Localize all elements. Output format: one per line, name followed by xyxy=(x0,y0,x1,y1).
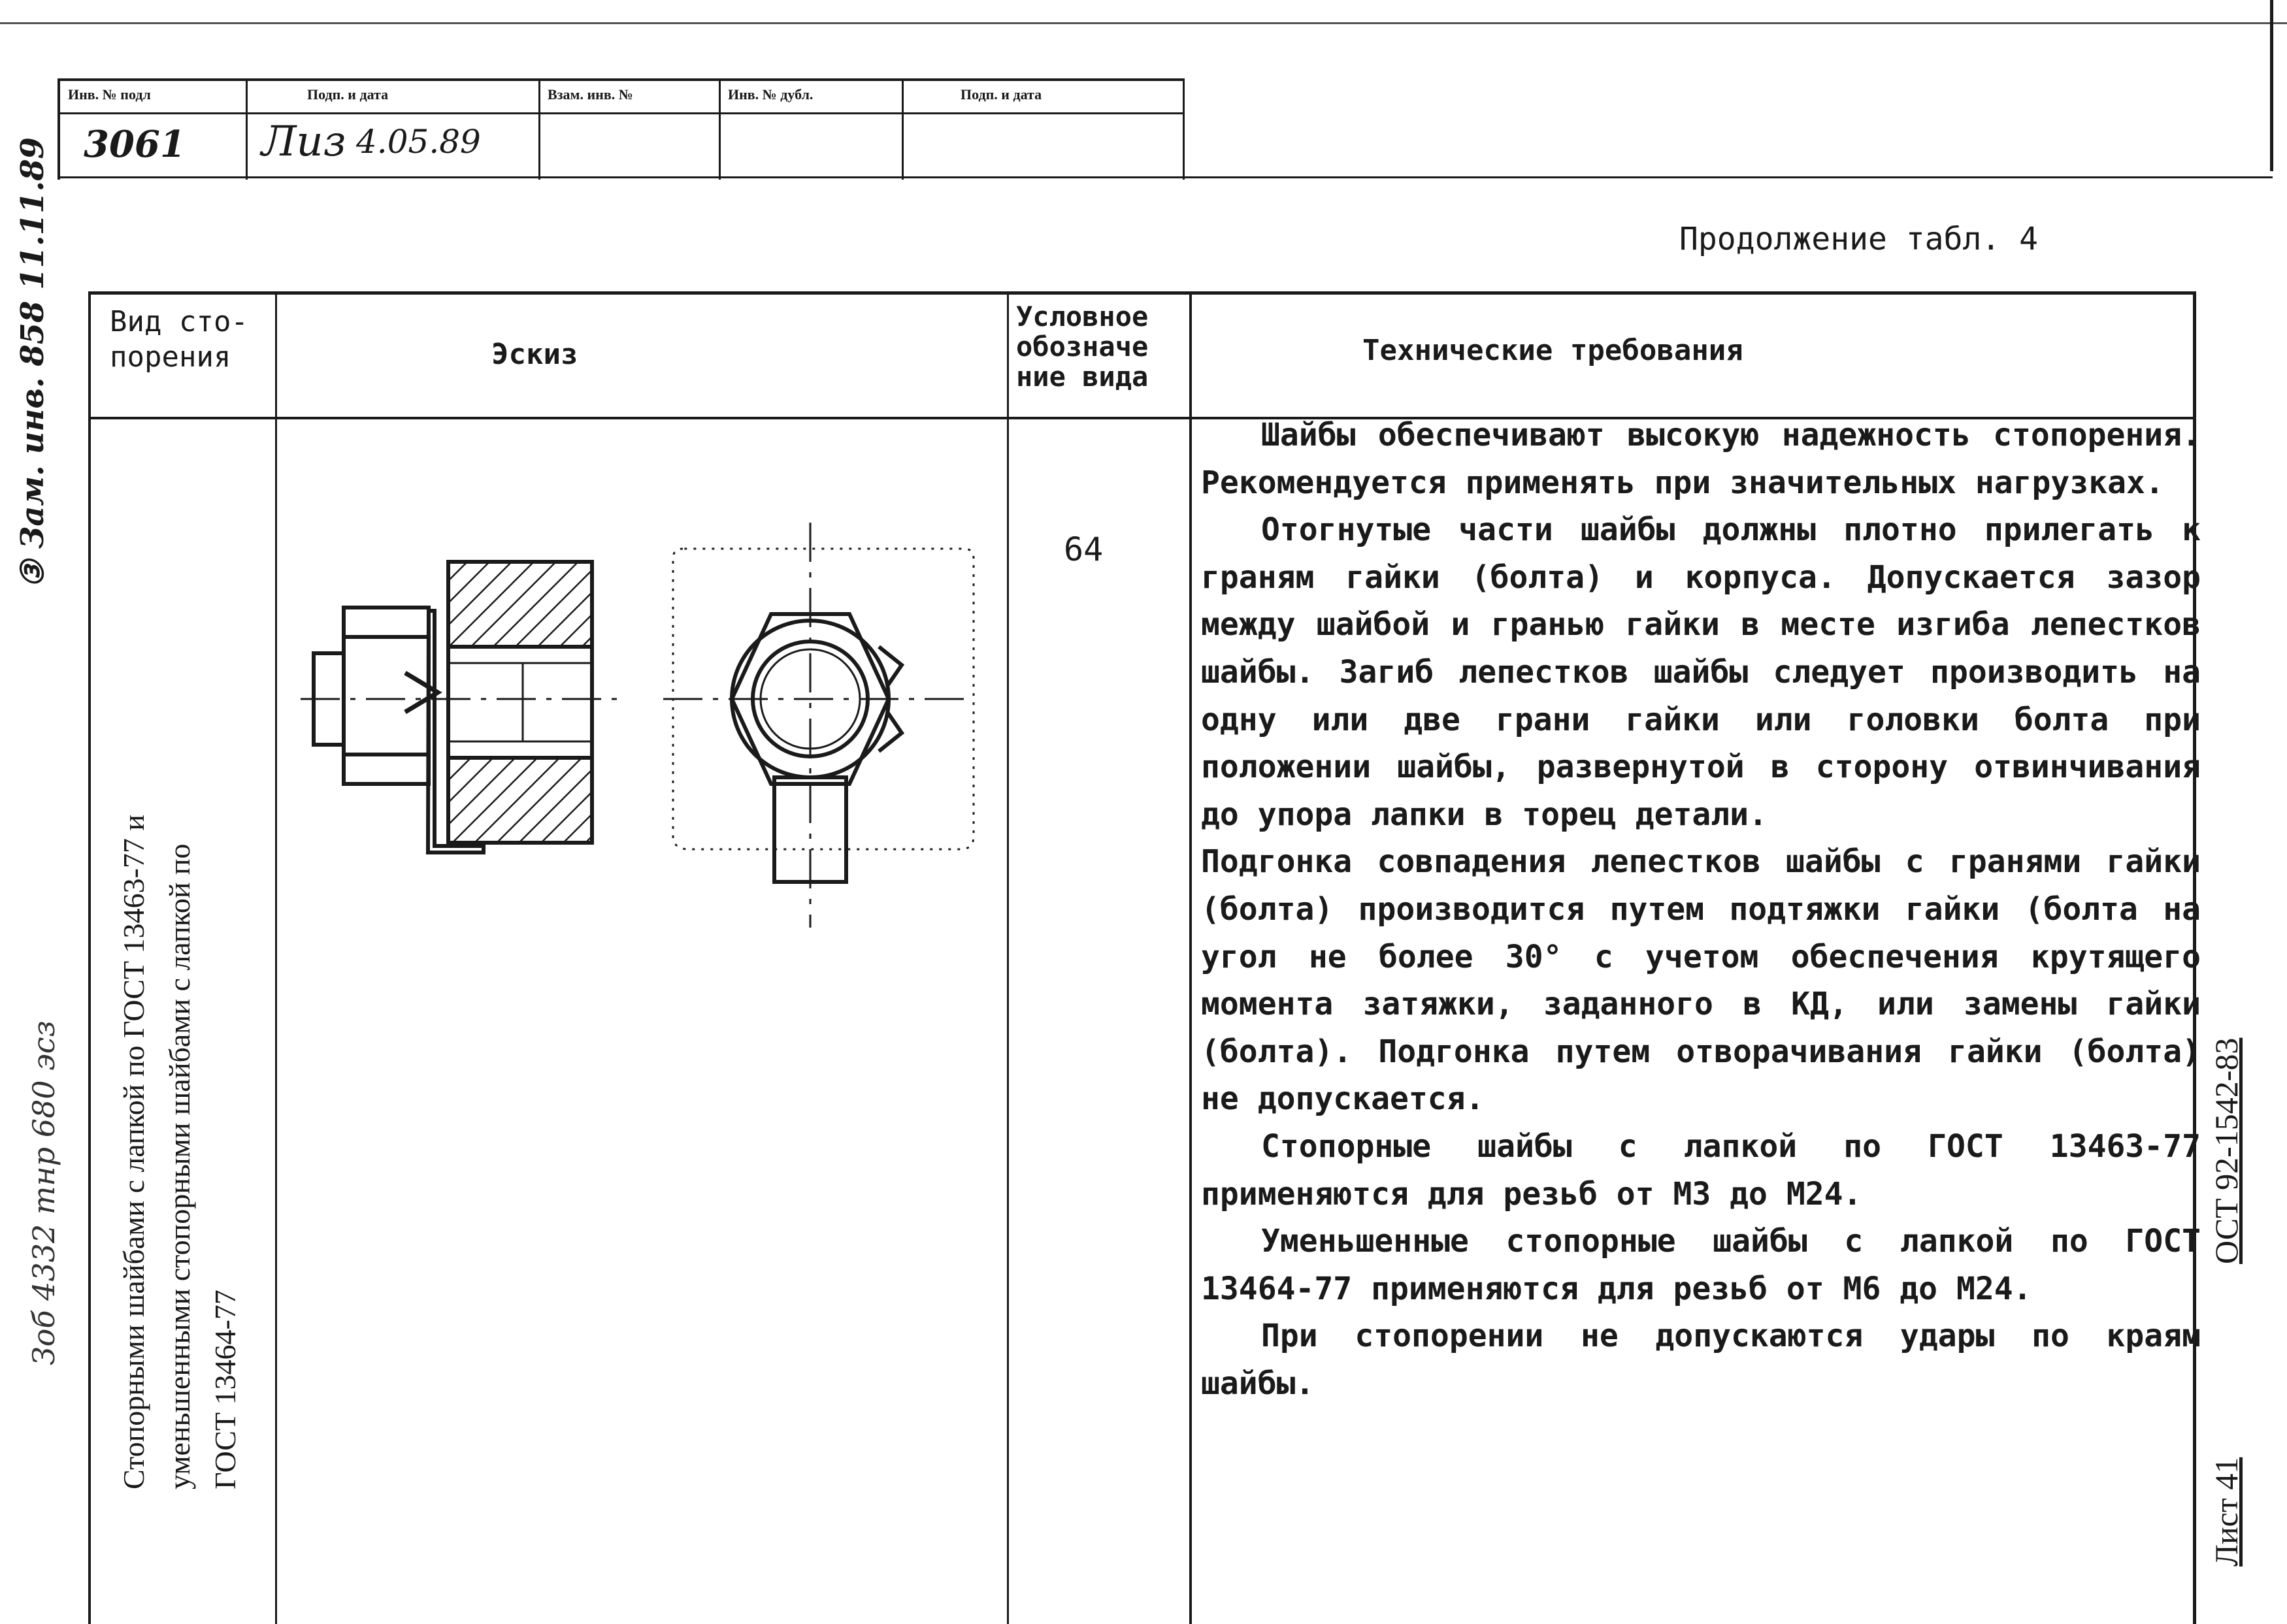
margin-registration-note: Зоб 4332 тнр 680 эсз xyxy=(26,1020,61,1365)
requirement-paragraph: Стопорные шайбы с лапкой по ГОСТ 13463-77 применяются для резьб от М3 до М24. xyxy=(1201,1128,2201,1212)
header-stopping-type: Вид сто- порения xyxy=(110,305,248,374)
sketch-drawing xyxy=(288,496,1006,967)
technical-requirements-text xyxy=(1201,412,2201,1407)
stamp-header-replaced-inv: Взам. инв. № xyxy=(548,86,633,103)
section-view xyxy=(301,562,627,853)
stamp-signature: Лиз xyxy=(261,118,346,166)
right-border-line xyxy=(2270,0,2273,171)
requirement-paragraph: Уменьшенные стопорные шайбы с лапкой по ГОСТ 13464-77 применяются для резьб от М6 до М24. xyxy=(1201,1223,2201,1307)
requirement-paragraph: Подгонка совпадения лепестков шайбы с гранями гайки (болта) производится путем подтяжки гайки (болта на угол не более 30° с учетом обеспечения крутящего момента затяжки, заданного в КД, или замены гайки (болта). Подгонка путем отворачивания гайки (болта) не допускается. xyxy=(1201,843,2201,1118)
sheet-number: Лист 41 xyxy=(2208,1457,2245,1567)
table-continuation-caption: Продолжение табл. 4 xyxy=(1679,221,2039,257)
stamp-header-inv: Инв. № подл xyxy=(68,86,151,103)
amendment-note: ③ Зам. инв. 858 11.11.89 xyxy=(14,137,51,588)
stopping-type-description: Стопорными шайбами с лапкой по ГОСТ 13463-77 и уменьшенными стопорными шайбами с лапкой по ГОСТ 13464-77 xyxy=(117,815,242,1489)
stamp-date-value: 4.05.89 xyxy=(356,123,481,161)
requirement-paragraph: Отогнутые части шайбы должны плотно прилегать к граням гайки (болта) и корпуса. Допускается зазор между шайбой и гранью гайки в месте изгиба лепестков шайбы. Загиб лепестков шайбы следует производить на одну или две грани гайки или головки болта при положении шайбы, развернутой в сторону отвинчивания до упора лапки в торец детали. xyxy=(1201,512,2201,833)
document-code: ОСТ 92-1542-83 xyxy=(2208,1037,2245,1264)
header-designation: Условное обозначе ние вида xyxy=(1016,300,1149,393)
stamp-header-sign-date-2: Подп. и дата xyxy=(961,86,1042,103)
requirement-paragraph: При стопорении не допускаются удары по краям шайбы. xyxy=(1201,1318,2201,1402)
stamp-header-dup-inv: Инв. № дубл. xyxy=(728,86,814,103)
requirement-paragraph: Шайбы обеспечивают высокую надежность стопорения. Рекомендуется применять при значительных нагрузках. xyxy=(1201,417,2201,501)
stamp-inv-value: 3061 xyxy=(84,123,186,166)
header-sketch: Эскиз xyxy=(491,338,578,371)
header-technical-requirements: Технические требования xyxy=(1362,334,1743,367)
designation-value: 64 xyxy=(1064,530,1104,568)
stamp-header-sign-date: Подп. и дата xyxy=(307,86,389,103)
front-view xyxy=(663,523,974,928)
top-edge-line xyxy=(0,22,2287,24)
